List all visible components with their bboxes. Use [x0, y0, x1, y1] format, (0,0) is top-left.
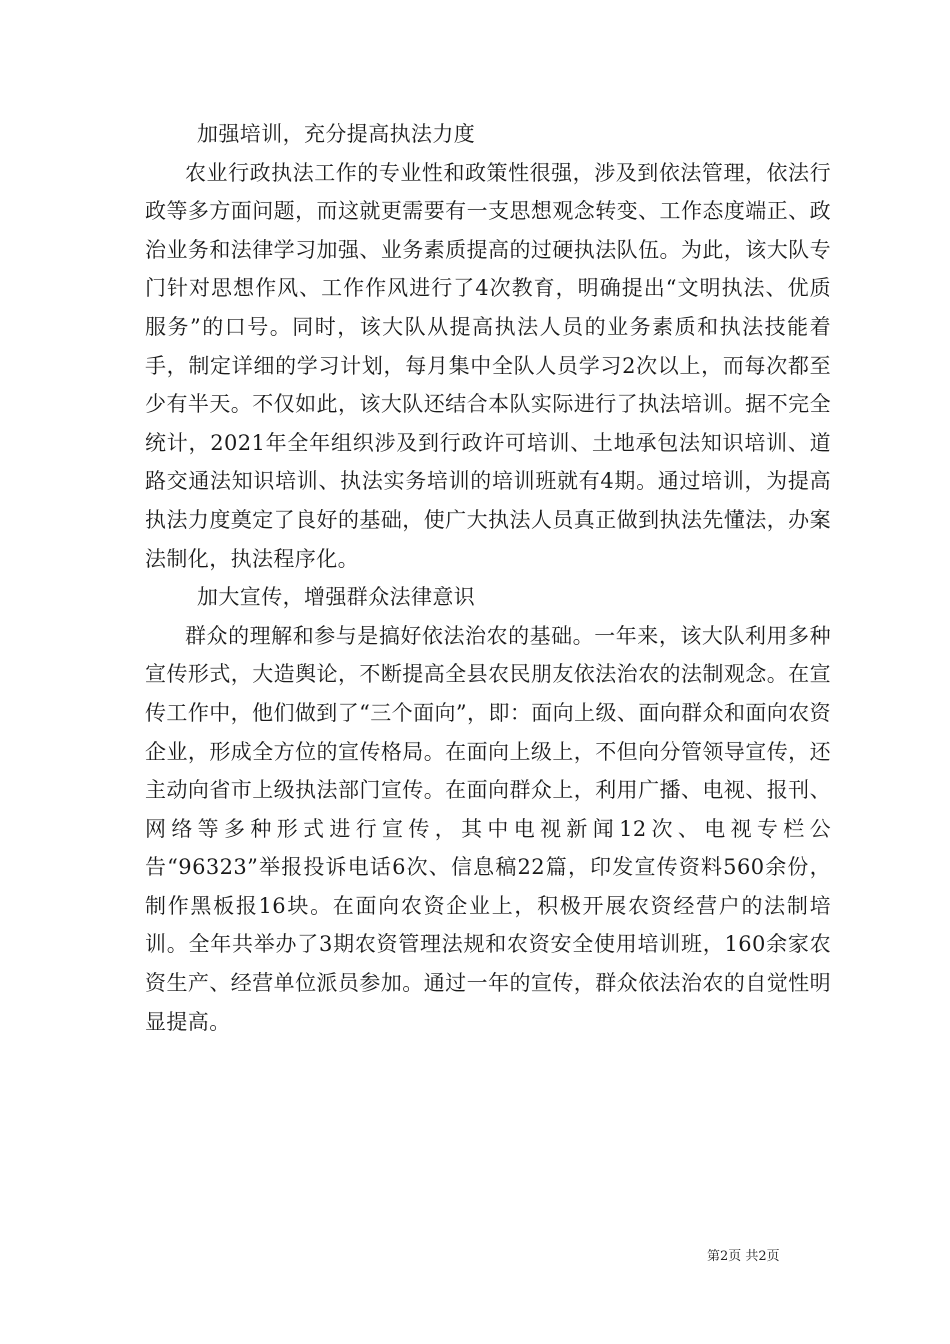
section-paragraph-training: 农业行政执法工作的专业性和政策性很强，涉及到依法管理，依法行政等多方面问题，而这就更需要有一支思想观念转变、工作态度端正、政治业务和法律学习加强、业务素质提高的过硬执法队伍。为此，该大队专门针对思想作风、工作作风进行了4次教育，明确提出“文明执法、优质服务”的口号。同时，该大队从提高执法人员的业务素质和执法技能着手，制定详细的学习计划，每月集中全队人员学习2次以上，而每次都至少有半天。不仅如此，该大队还结合本队实际进行了执法培训。据不完全统计，2021年全年组织涉及到行政许可培训、土地承包法知识培训、道路交通法知识培训、执法实务培训的培训班就有4期。通过培训，为提高执法力度奠定了良好的基础，使广大执法人员真正做到执法先懂法，办案法制化，执法程序化。 [145, 160, 831, 571]
section-heading-training: 加强培训，充分提高执法力度 [197, 122, 476, 146]
document-body [145, 115, 831, 1041]
page-number-footer: 第2页 共2页 [707, 1249, 780, 1264]
section-paragraph-publicity: 群众的理解和参与是搞好依法治农的基础。一年来，该大队利用多种宣传形式，大造舆论，不断提高全县农民朋友依法治农的法制观念。在宣传工作中，他们做到了“三个面向”，即：面向上级、面向群众和面向农资企业，形成全方位的宣传格局。在面向上级上，不但向分管领导宣传，还主动向省市上级执法部门宣传。在面向群众上，利用广播、电视、报刊、网络等多种形式进行宣传，其中电视新闻12次、电视专栏公告“96323”举报投诉电话6次、信息稿22篇，印发宣传资料560余份，制作黑板报16块。在面向农资企业上，积极开展农资经营户的法制培训。全年共举办了3期农资管理法规和农资安全使用培训班，160余家农资生产、经营单位派员参加。通过一年的宣传，群众依法治农的自觉性明显提高。 [145, 623, 831, 1034]
section-heading-publicity: 加大宣传，增强群众法律意识 [197, 585, 476, 610]
